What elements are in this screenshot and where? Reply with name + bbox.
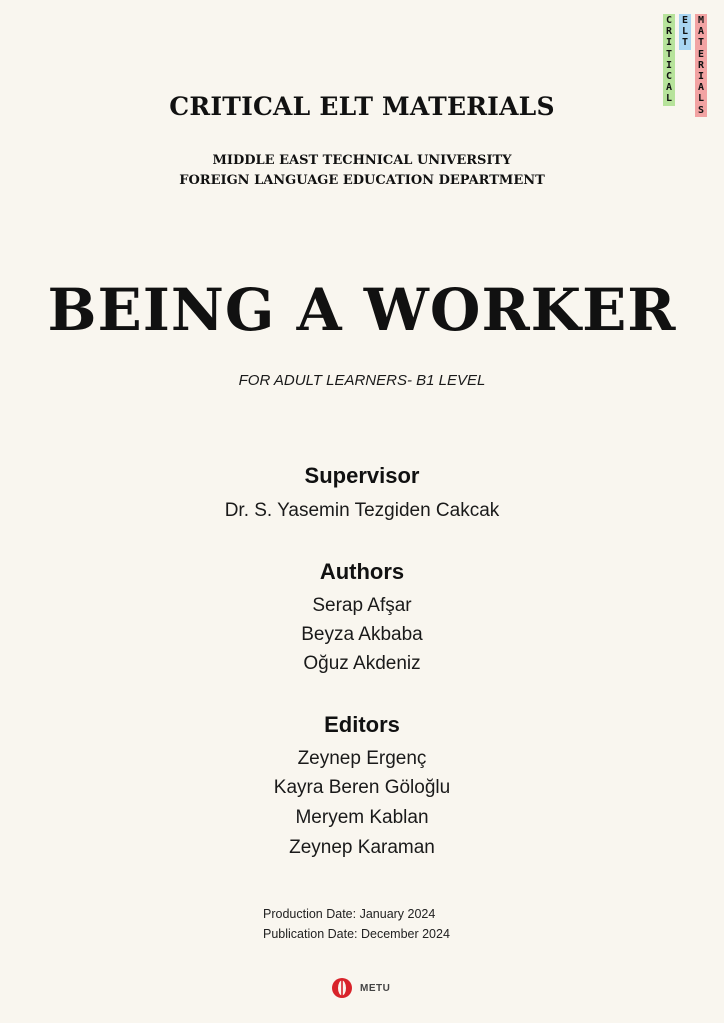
logo-letter: M bbox=[697, 15, 705, 26]
authors-heading: Authors bbox=[319, 559, 405, 584]
logo-letter: L bbox=[681, 26, 689, 38]
department-name: FOREIGN LANGUAGE EDUCATION DEPARTMENT bbox=[179, 173, 545, 188]
level-subtitle: FOR ADULT LEARNERS- B1 LEVEL bbox=[238, 372, 486, 389]
logo-letter: E bbox=[697, 48, 705, 60]
supervisor-name: Dr. S. Yasemin Tezgiden Cakcak bbox=[224, 500, 500, 521]
logo-letter: C bbox=[665, 15, 673, 26]
series-title: CRITICAL ELT MATERIALS bbox=[169, 92, 555, 121]
logo-letter: R bbox=[665, 26, 673, 38]
logo-letter: I bbox=[665, 59, 673, 71]
editor-name: Meryem Kablan bbox=[295, 807, 429, 828]
logo-letter: A bbox=[697, 26, 705, 38]
editor-name: Kayra Beren Göloğlu bbox=[273, 777, 451, 798]
metu-logo bbox=[331, 977, 390, 999]
author-name: Beyza Akbaba bbox=[301, 624, 423, 645]
logo-letter: I bbox=[697, 71, 705, 83]
logo-letter: R bbox=[697, 59, 705, 71]
logo-letter: C bbox=[665, 71, 673, 83]
production-date: Production Date: January 2024 bbox=[263, 907, 436, 921]
logo-letter: T bbox=[681, 37, 689, 49]
logo-letter: S bbox=[697, 104, 705, 116]
logo-letter: T bbox=[697, 37, 705, 49]
editor-name: Zeynep Karaman bbox=[289, 837, 435, 858]
logo-letter: L bbox=[665, 93, 673, 105]
author-name: Oğuz Akdeniz bbox=[303, 653, 421, 674]
logo-letter: T bbox=[665, 48, 673, 60]
logo-column-elt bbox=[679, 14, 691, 50]
editor-name: Zeynep Ergenç bbox=[297, 748, 427, 769]
metu-logo-text: METU bbox=[360, 982, 391, 994]
logo-letter: A bbox=[697, 82, 705, 94]
institution-name: MIDDLE EAST TECHNICAL UNIVERSITY bbox=[212, 153, 512, 168]
author-name: Serap Afşar bbox=[312, 595, 412, 616]
publication-date: Publication Date: December 2024 bbox=[263, 927, 450, 941]
logo-letter: E bbox=[681, 15, 689, 26]
logo-letter: I bbox=[665, 37, 673, 49]
metu-emblem-icon bbox=[331, 977, 353, 999]
page-title: BEING A WORKER bbox=[47, 276, 677, 344]
editors-heading: Editors bbox=[324, 712, 400, 737]
logo-letter: A bbox=[665, 82, 673, 94]
logo-letter: L bbox=[697, 93, 705, 105]
supervisor-heading: Supervisor bbox=[304, 463, 420, 488]
